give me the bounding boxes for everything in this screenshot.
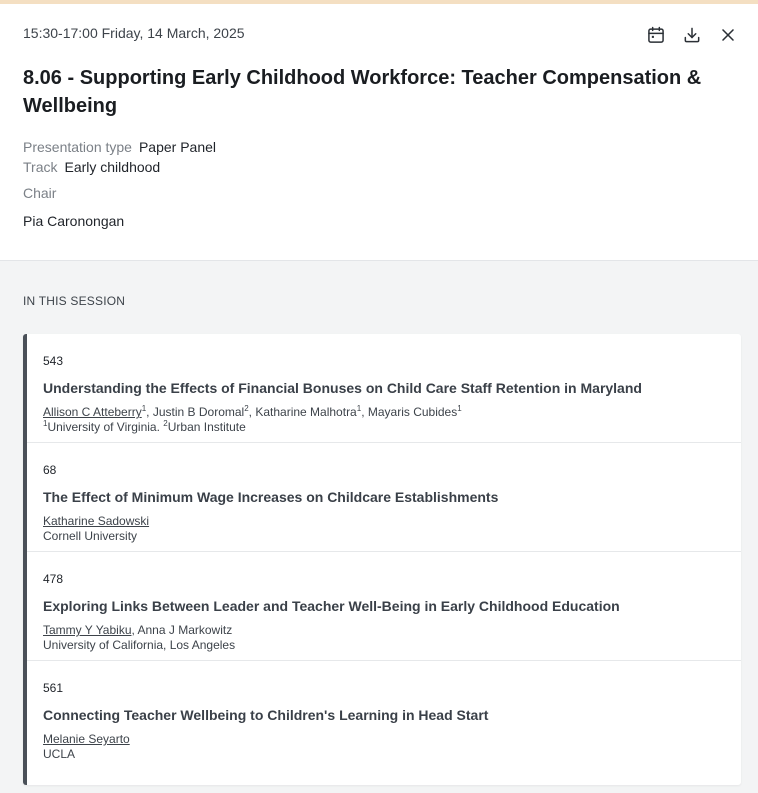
paper-id: 543 — [43, 354, 64, 368]
paper-title[interactable]: Connecting Teacher Wellbeing to Children's Learning in Head Start — [43, 707, 489, 723]
session-actions — [644, 24, 740, 46]
affiliation-marker: 2 — [163, 419, 168, 428]
session-header — [0, 4, 758, 261]
author-name: Katharine Malhotra — [255, 405, 357, 419]
presenter-link[interactable]: Allison C Atteberry — [43, 405, 142, 419]
in-this-session-heading: IN THIS SESSION — [23, 294, 126, 308]
presenter-link[interactable]: Katharine Sadowski — [43, 514, 150, 528]
paper-item[interactable] — [27, 443, 741, 552]
author-name: Justin B Doromal — [152, 405, 245, 419]
author-separator: , — [361, 405, 368, 419]
presenter-link[interactable]: Melanie Seyarto — [43, 732, 130, 746]
presenter-link[interactable]: Tammy Y Yabiku — [43, 623, 132, 637]
session-meta — [23, 137, 216, 177]
download-button[interactable] — [680, 24, 704, 46]
coauthor-names: , Anna J Markowitz — [131, 623, 233, 637]
paper-authors — [43, 623, 741, 638]
author-separator: , — [248, 405, 256, 419]
presentation-type-value: Paper Panel — [138, 139, 217, 155]
affiliation-marker: 1 — [43, 419, 48, 428]
paper-authors — [43, 514, 741, 529]
paper-id: 478 — [43, 572, 64, 586]
paper-title[interactable]: Understanding the Effects of Financial Bonuses on Child Care Staff Retention in Maryland — [43, 380, 642, 396]
paper-authors — [43, 732, 741, 747]
paper-item[interactable] — [27, 661, 741, 770]
download-icon — [682, 25, 702, 45]
chair-label: Chair — [23, 185, 57, 201]
paper-affiliations — [43, 420, 741, 435]
paper-item[interactable] — [27, 334, 741, 443]
presentation-type-row — [23, 137, 216, 157]
paper-affiliation: University of California, Los Angeles — [43, 638, 236, 652]
affiliation-name: University of Virginia. — [47, 420, 164, 434]
presentation-type-label: Presentation type — [23, 139, 132, 155]
session-title: 8.06 - Supporting Early Childhood Workforce: Teacher Compensation & Wellbeing — [23, 67, 702, 117]
session-datetime: 15:30-17:00 Friday, 14 March, 2025 — [23, 25, 245, 41]
close-icon — [718, 25, 738, 45]
affiliation-marker: 1 — [457, 404, 462, 413]
calendar-icon — [646, 25, 666, 45]
track-label: Track — [23, 159, 58, 175]
paper-authors — [43, 405, 741, 420]
paper-list — [23, 334, 741, 785]
affiliation-marker: 2 — [244, 404, 249, 413]
author-separator: , — [146, 405, 153, 419]
close-button[interactable] — [716, 24, 740, 46]
add-to-calendar-button[interactable] — [644, 24, 668, 46]
track-value: Early childhood — [64, 159, 161, 175]
track-row — [23, 157, 216, 177]
author-name: Mayaris Cubides — [367, 405, 458, 419]
paper-affiliation: Cornell University — [43, 529, 138, 543]
paper-title[interactable]: Exploring Links Between Leader and Teacher Well-Being in Early Childhood Education — [43, 598, 620, 614]
affiliation-marker: 1 — [356, 404, 362, 413]
paper-id: 561 — [43, 681, 64, 695]
paper-item[interactable] — [27, 552, 741, 661]
paper-affiliation: UCLA — [43, 747, 76, 761]
affiliation-marker: 1 — [141, 404, 147, 413]
affiliation-name: Urban Institute — [167, 420, 246, 434]
paper-title[interactable]: The Effect of Minimum Wage Increases on Childcare Establishments — [43, 489, 499, 505]
paper-id: 68 — [43, 463, 57, 477]
chair-name: Pia Caronongan — [23, 213, 125, 229]
